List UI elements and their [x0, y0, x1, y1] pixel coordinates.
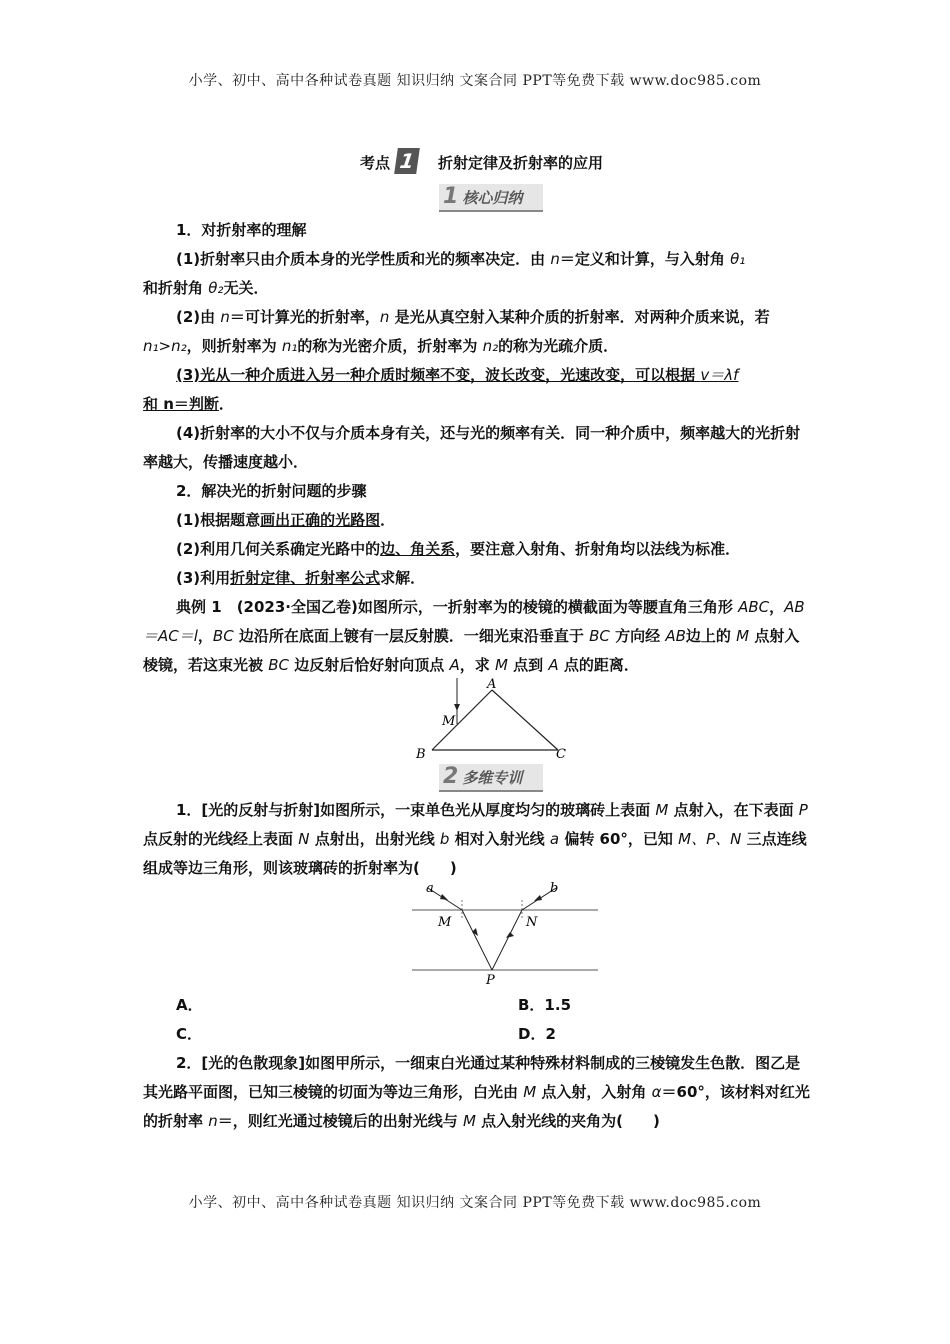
option-c[interactable]: C． [176, 1025, 203, 1043]
text: 点的距离． [558, 656, 639, 674]
option-d[interactable]: D．2 [518, 1025, 556, 1043]
question-tag: 2．[光的色散现象] [176, 1054, 306, 1072]
ray-pn-arrow-icon [506, 932, 514, 938]
text: (2)利用几何关系确定光路中的 [176, 540, 381, 558]
var: n [220, 308, 230, 326]
step-3 [143, 564, 811, 593]
text: 方向经 [609, 627, 666, 645]
var: n₁>n₂ [143, 337, 187, 355]
label-b: b [550, 881, 559, 896]
var: n₂ [482, 337, 499, 355]
topic-title-row [0, 148, 950, 176]
text: 点入射，入射角 [536, 1083, 652, 1101]
var: a [549, 830, 560, 848]
var: AB [665, 627, 686, 645]
core-point-1 [143, 245, 811, 303]
ray-a-arrow-icon [440, 894, 448, 900]
var: BC [268, 656, 289, 674]
text: ，求 [459, 656, 495, 674]
text: ＝可计算光的折射率， [229, 308, 380, 326]
var: θ₂ [208, 279, 224, 297]
text: 是光从真空射入某种介质的折射率．对两种介质来说，若 [389, 308, 770, 326]
ray-pn [492, 910, 522, 970]
core-heading-1: 1．对折射率的理解 [176, 221, 307, 239]
text: 无关． [223, 279, 269, 297]
edge-ab [432, 690, 492, 750]
label-p: P [486, 973, 495, 986]
text: (2)由 [176, 308, 221, 326]
text: 偏转 60°，已知 [559, 830, 679, 848]
text: ＝60°，该材料对红光的折射率 [143, 1083, 810, 1130]
section-banner-number: 1 [443, 184, 459, 209]
var: A [449, 656, 460, 674]
topic-number-badge: 1 [394, 148, 420, 174]
var: n [550, 250, 560, 268]
text: 求解． [380, 569, 426, 587]
text: (3)光从一种介质进入另一种介质时频率不变，波长改变，光速改变，可以根据 [176, 366, 701, 384]
text: 和 n＝判断 [143, 395, 219, 413]
label-b: B [416, 747, 426, 762]
topic-label: 考点 [360, 154, 391, 172]
prism-figure [410, 676, 570, 762]
label-m: M [438, 915, 452, 930]
text: (3)利用 [176, 569, 231, 587]
ray-mp-arrow-icon [472, 928, 478, 936]
text: 边反射后恰好射向顶点 [289, 656, 450, 674]
section-banner-practice [439, 764, 543, 792]
text: ， [769, 598, 785, 616]
text: 边、角关系 [380, 540, 456, 558]
text: 点到 [507, 656, 549, 674]
var: n [208, 1112, 218, 1130]
text: 的称为光密介质，折射率为 [297, 337, 483, 355]
var: P [798, 801, 808, 819]
var: n [379, 308, 390, 326]
text: (1)折射率只由介质本身的光学性质和光的频率决定．由 [176, 250, 551, 268]
section-banner-number: 2 [443, 764, 459, 789]
var: ABC [738, 598, 770, 616]
var: M [494, 656, 508, 674]
text: 点射出，出射光线 [309, 830, 440, 848]
question-tag: 1．[光的反射与折射] [176, 801, 321, 819]
core-point-3 [143, 361, 811, 419]
var: M [462, 1112, 476, 1130]
ray-mp [462, 910, 492, 970]
text: ＝定义和计算，与入射角 [559, 250, 731, 268]
example-label: 典例 1 [176, 598, 222, 616]
text: 和折射角 [143, 279, 209, 297]
var: M [523, 1083, 537, 1101]
text: ，要注意入射角、折射角均以法线为标准． [455, 540, 741, 558]
text: ． [218, 395, 234, 413]
text: 画出正确的光路图 [260, 511, 381, 529]
text: 如图所示，一束单色光从厚度均匀的玻璃砖上表面 [320, 801, 656, 819]
page-footer: 小学、初中、高中各种试卷真题 知识归纳 文案合同 PPT等免费下载 www.doc985.com [188, 1195, 762, 1211]
text: 点射入棱镜，若这束光被 [143, 627, 800, 674]
topic-title: 折射定律及折射率的应用 [438, 154, 604, 172]
option-a[interactable]: A． [176, 996, 203, 1014]
var: BC [589, 627, 610, 645]
var: N [298, 830, 310, 848]
text: 相对入射光线 [449, 830, 550, 848]
label-m: M [442, 714, 456, 729]
text: ． [380, 511, 396, 529]
var: M [736, 627, 750, 645]
step-2 [143, 535, 811, 564]
example-source: (2023·全国乙卷) [236, 598, 358, 616]
text: 点射入，在下表面 [668, 801, 799, 819]
ray-arrow-icon [454, 704, 460, 711]
text: (1)根据题意 [176, 511, 261, 529]
var: A [548, 656, 559, 674]
var: α [651, 1083, 662, 1101]
core-heading-2: 2．解决光的折射问题的步骤 [176, 482, 367, 500]
var: n₁ [281, 337, 298, 355]
text: 点入射光线的夹角为( ) [475, 1112, 660, 1130]
var: M [655, 801, 669, 819]
text: ，则折射率为 [186, 337, 282, 355]
text: 边沿所在底面上镀有一层反射膜．一细光束沿垂直于 [233, 627, 590, 645]
var: BC [212, 627, 234, 645]
example-1 [143, 593, 811, 680]
text: 点反射的光线经上表面 [143, 830, 299, 848]
text: 如图所示，一折射率为的棱镜的横截面为等腰直角三角形 [357, 598, 739, 616]
question-2 [143, 1049, 811, 1136]
ray-b-arrow-icon [534, 895, 542, 901]
text: 三点连线组成等边三角形，则该玻璃砖的折射率为( ) [143, 830, 807, 877]
page-header: 小学、初中、高中各种试卷真题 知识归纳 文案合同 PPT等免费下载 www.doc985.com [188, 73, 762, 89]
section-banner-title: 核心归纳 [462, 189, 523, 207]
text: 如图甲所示，一细束白光通过某种特殊材料制成的三棱镜发生色散．图乙是其光路平面图，已知三棱镜的切面为等边三角形，白光由 [143, 1054, 801, 1101]
text: 折射定律、折射率公式 [230, 569, 381, 587]
label-a: a [426, 881, 434, 896]
var: θ₁ [730, 250, 746, 268]
step-1 [143, 506, 811, 535]
label-n: N [526, 915, 538, 930]
var: b [439, 830, 450, 848]
var: AB＝AC＝l [143, 598, 805, 645]
edge-ac [492, 690, 558, 750]
text: 边上的 [685, 627, 737, 645]
core-point-2 [143, 303, 811, 361]
var: M、P、N [678, 830, 742, 848]
option-b[interactable]: B．1.5 [518, 996, 572, 1014]
label-c: C [556, 747, 566, 762]
label-a: A [487, 677, 497, 692]
glass-brick-figure [410, 880, 600, 986]
core-point-4: (4)折射率的大小不仅与介质本身有关，还与光的频率有关．同一种介质中，频率越大的光折射率越大，传播速度越小． [143, 424, 801, 471]
section-banner-title: 多维专训 [462, 769, 523, 787]
section-banner-core [439, 184, 543, 212]
text: ＝，则红光通过棱镜后的出射光线与 [217, 1112, 463, 1130]
text: ， [197, 627, 213, 645]
question-1 [143, 796, 811, 883]
equation: v＝λf [700, 366, 739, 384]
text: 的称为光疏介质． [498, 337, 619, 355]
